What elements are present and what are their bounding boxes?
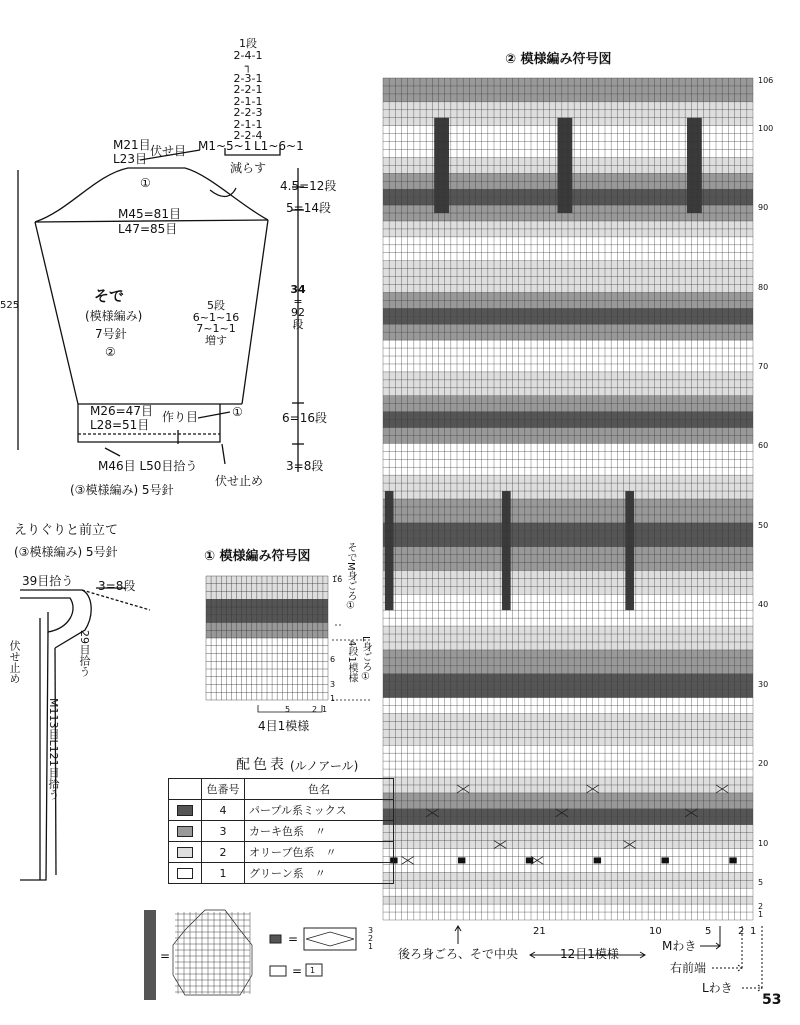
row-label: 10: [758, 838, 769, 848]
col-label-5: 5: [705, 926, 712, 937]
chart1-col-2: 2: [312, 705, 318, 714]
decrease-m: M1~5~1: [198, 139, 252, 153]
increase-steps: 5段 6~1~16 7~1~1 増す: [192, 299, 240, 347]
right-front-label: 右前端: [670, 961, 707, 975]
chart1-row-1: 1: [330, 694, 336, 703]
bind-label: 伏せ目: [150, 144, 187, 158]
chart1-row-16: 16: [332, 575, 343, 584]
sleeve-decrease-steps: 1段 2-4-1 ┐ 2-3-1 2-2-1 2-1-1 2-2-3 2-1-1 2-2-4: [233, 37, 263, 142]
cuff-pattern: (③模様編み) 5号針: [70, 483, 174, 497]
legend-eq-1: =: [160, 949, 171, 963]
row-label: 1: [758, 910, 764, 920]
sleeve-height: 525: [0, 300, 20, 311]
page-number: 53: [762, 992, 782, 1008]
neck-rows: 3=8段: [98, 579, 136, 593]
rows-e: 3=8段: [286, 459, 324, 473]
pickup-label: M46目 L50目拾う: [98, 459, 198, 473]
neck-bindoff: 伏せ止め: [8, 640, 21, 684]
chart1-side-b: 4段1模様: [346, 640, 357, 683]
repeat-label: 12目1模様: [560, 947, 619, 961]
header-name: 色名: [245, 779, 394, 800]
width-l: L47=85目: [118, 222, 178, 236]
color-row: 2 オリーブ色系 〃: [169, 842, 394, 863]
color-table-title: 配色表: [236, 757, 287, 773]
col-label-21: 21: [533, 926, 546, 937]
legend-row-3: 3: [368, 926, 374, 935]
row-label: 80: [758, 282, 769, 292]
cuff-label: 作り目: [162, 410, 199, 424]
header-no: 色番号: [202, 779, 245, 800]
row-label: 40: [758, 600, 769, 610]
neck-vertical-pick: M113目L121目拾う: [47, 698, 60, 800]
color-row: 3 カーキ色系 〃: [169, 821, 394, 842]
neck-subtitle: (③模様編み) 5号針: [14, 545, 118, 559]
main-chart-title: ② 模様編み符号図: [505, 52, 612, 67]
l-side-label: Lわき: [702, 981, 733, 995]
color-row: 1 グリーン系 〃: [169, 863, 394, 884]
neck-title: えりぐりと前立て: [14, 523, 119, 538]
row-label: 50: [758, 520, 769, 530]
cuff-l: L28=51目: [90, 418, 150, 432]
legend-row-1: 1: [368, 942, 374, 951]
legend-row-2: 2: [368, 934, 374, 943]
legend-box-1-label: 1: [310, 966, 316, 975]
rows-a: 4.5=12段: [280, 179, 337, 193]
legend-dark-swatch: [270, 935, 281, 943]
chart1-repeat: 4目1模様: [258, 719, 310, 733]
width-m: M45=81目: [118, 207, 181, 221]
row-label: 90: [758, 203, 769, 213]
bind-l: L23目: [113, 152, 147, 166]
legend-motif: [173, 910, 252, 995]
rows-c: 34 = 92 段: [290, 283, 306, 331]
col-label-2: 2: [738, 926, 745, 937]
rows-b: 5=14段: [286, 201, 331, 215]
row-label: 100: [758, 123, 774, 133]
col-label-1: 1: [750, 926, 757, 937]
color-table-brand: (ルノアール): [290, 759, 359, 773]
sleeve-pattern: (模様編み): [85, 309, 143, 323]
legend-white-swatch: [270, 966, 286, 976]
legend-eq-3: =: [292, 964, 303, 978]
row-label: 20: [758, 759, 769, 769]
circle-1: ①: [140, 176, 151, 190]
sleeve-name: そで: [94, 287, 125, 305]
chart1-title: ① 模様編み符号図: [204, 549, 311, 564]
center-label: 後ろ身ごろ、そで中央: [398, 947, 519, 961]
chart1-row-3: 3: [330, 680, 336, 689]
row-label: 2: [758, 902, 764, 912]
m-side-label: Mわき: [662, 939, 697, 953]
legend-small-chart: [304, 928, 356, 950]
pick-29: 29目拾う: [78, 630, 91, 677]
legend-dark-bar: [144, 910, 156, 1000]
rows-d: 6=16段: [282, 411, 327, 425]
decrease-label: 減らす: [230, 161, 267, 175]
cuff-circle: ①: [232, 405, 243, 419]
chart1-col-1: 1: [322, 705, 328, 714]
chart1-side-a: そでM身ごろ①: [345, 542, 356, 612]
pick-39: 39目拾う: [22, 574, 74, 588]
sleeve-needle: 7号針: [95, 327, 127, 341]
bind-off-label: 伏せ止め: [215, 474, 264, 488]
chart1-row-6: 6: [330, 655, 336, 664]
row-label: 60: [758, 441, 769, 451]
sleeve-circle-2: ②: [105, 345, 116, 359]
bind-m: M21目: [113, 138, 151, 152]
row-label: 70: [758, 361, 769, 371]
cuff-m: M26=47目: [90, 404, 153, 418]
legend-eq-2: =: [288, 932, 299, 946]
row-label: 106: [758, 76, 774, 85]
decrease-l: L1~6~1: [254, 139, 304, 153]
col-label-10: 10: [649, 926, 662, 937]
color-row: 4 パープル系ミックス: [169, 800, 394, 821]
chart1-col-5: 5: [285, 705, 291, 714]
chart1-side-c: L身ごろ①: [360, 636, 371, 683]
row-label: 5: [758, 878, 764, 888]
row-label: 30: [758, 679, 769, 689]
